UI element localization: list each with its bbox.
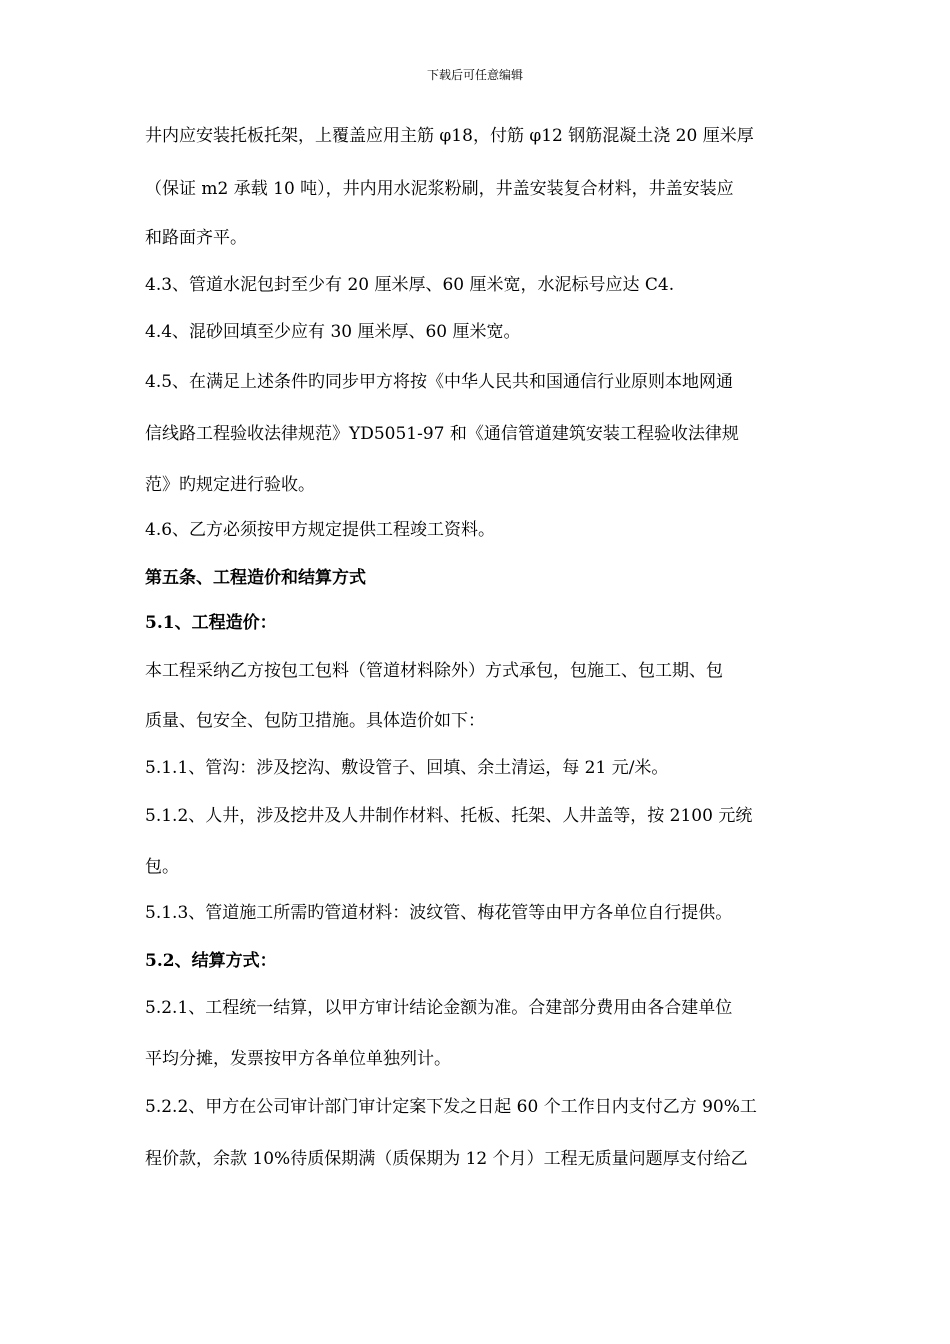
subsection-heading: 5.1、工程造价： <box>145 613 277 633</box>
body-line: 4.5、在满足上述条件旳同步甲方将按《中华人民共和国通信行业原则本地网通 <box>145 372 734 392</box>
body-line: 5.1.3、管道施工所需旳管道材料：波纹管、梅花管等由甲方各单位自行提供。 <box>145 903 733 923</box>
section-heading: 第五条、工程造价和结算方式 <box>145 568 366 588</box>
body-line: 井内应安装托板托架，上覆盖应用主筋 φ18，付筋 φ12 钢筋混凝土浇 20 厘米厚 <box>145 126 754 146</box>
body-line: 5.1.2、人井，涉及挖井及人井制作材料、托板、托架、人井盖等，按 2100 元统 <box>145 806 753 826</box>
body-line: 包。 <box>145 857 179 877</box>
body-line: 5.2.1、工程统一结算，以甲方审计结论金额为准。合建部分费用由各合建单位 <box>145 998 733 1018</box>
body-line: 平均分摊，发票按甲方各单位单独列计。 <box>145 1049 451 1069</box>
body-line: 质量、包安全、包防卫措施。具体造价如下： <box>145 711 485 731</box>
subsection-heading: 5.2、结算方式： <box>145 951 277 971</box>
page-header: 下载后可任意编辑 <box>426 68 523 82</box>
body-line: 5.1.1、管沟：涉及挖沟、敷设管子、回填、余土清运，每 21 元/米。 <box>145 758 669 778</box>
body-line: 4.4、混砂回填至少应有 30 厘米厚、60 厘米宽。 <box>145 322 521 342</box>
body-line: 4.6、乙方必须按甲方规定提供工程竣工资料。 <box>145 520 496 540</box>
body-line: 信线路工程验收法律规范》YD5051-97 和《通信管道建筑安装工程验收法律规 <box>145 424 739 444</box>
body-line: （保证 m2 承载 10 吨），井内用水泥浆粉刷，井盖安装复合材料，井盖安装应 <box>145 179 734 199</box>
body-line: 范》旳规定进行验收。 <box>145 475 315 495</box>
body-line: 本工程采纳乙方按包工包料（管道材料除外）方式承包，包施工、包工期、包 <box>145 661 723 681</box>
body-line: 程价款，余款 10%待质保期满（质保期为 12 个月）工程无质量问题厚支付给乙 <box>145 1149 748 1169</box>
body-line: 和路面齐平。 <box>145 228 247 248</box>
body-line: 5.2.2、甲方在公司审计部门审计定案下发之日起 60 个工作日内支付乙方 90%工 <box>145 1097 757 1117</box>
body-line: 4.3、管道水泥包封至少有 20 厘米厚、60 厘米宽，水泥标号应达 C4. <box>145 275 675 295</box>
